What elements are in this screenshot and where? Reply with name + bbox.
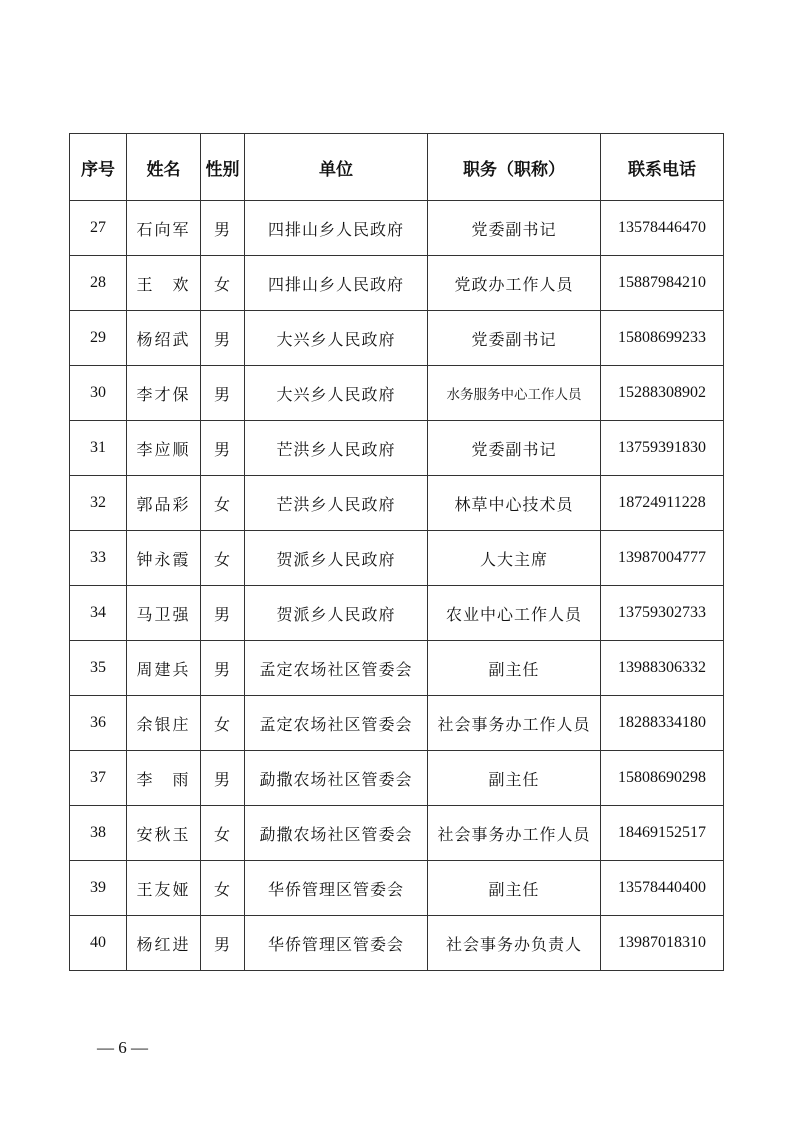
header-name: 姓名	[127, 134, 201, 201]
table-row	[70, 311, 724, 366]
cell-unit: 华侨管理区管委会	[245, 916, 428, 971]
cell-gender: 男	[201, 641, 245, 696]
cell-unit: 芒洪乡人民政府	[245, 476, 428, 531]
cell-phone: 13578446470	[601, 201, 724, 256]
cell-phone: 18724911228	[601, 476, 724, 531]
cell-unit: 勐撒农场社区管委会	[245, 806, 428, 861]
cell-name: 杨红进	[127, 916, 201, 971]
cell-gender: 男	[201, 201, 245, 256]
cell-phone: 15887984210	[601, 256, 724, 311]
table-row	[70, 586, 724, 641]
cell-phone: 13988306332	[601, 641, 724, 696]
cell-phone: 18288334180	[601, 696, 724, 751]
table-row	[70, 751, 724, 806]
contact-table	[69, 133, 724, 971]
cell-phone: 13987018310	[601, 916, 724, 971]
cell-position: 党政办工作人员	[428, 256, 601, 311]
cell-index: 28	[70, 256, 127, 311]
cell-phone: 18469152517	[601, 806, 724, 861]
cell-name: 李应顺	[127, 421, 201, 476]
cell-index: 31	[70, 421, 127, 476]
cell-name: 余银庄	[127, 696, 201, 751]
cell-name: 马卫强	[127, 586, 201, 641]
cell-gender: 男	[201, 586, 245, 641]
table-row	[70, 861, 724, 916]
cell-name: 石向军	[127, 201, 201, 256]
cell-gender: 女	[201, 806, 245, 861]
cell-gender: 女	[201, 476, 245, 531]
cell-name: 杨绍武	[127, 311, 201, 366]
cell-position: 副主任	[428, 641, 601, 696]
cell-index: 27	[70, 201, 127, 256]
cell-unit: 大兴乡人民政府	[245, 366, 428, 421]
cell-index: 35	[70, 641, 127, 696]
cell-gender: 男	[201, 311, 245, 366]
cell-index: 34	[70, 586, 127, 641]
cell-name: 郭品彩	[127, 476, 201, 531]
cell-name: 钟永霞	[127, 531, 201, 586]
cell-index: 39	[70, 861, 127, 916]
cell-position: 党委副书记	[428, 201, 601, 256]
cell-position: 党委副书记	[428, 311, 601, 366]
cell-position: 林草中心技术员	[428, 476, 601, 531]
table-row	[70, 366, 724, 421]
table-row	[70, 201, 724, 256]
table-header-row	[70, 134, 724, 201]
cell-position: 社会事务办负责人	[428, 916, 601, 971]
cell-phone: 13759391830	[601, 421, 724, 476]
cell-unit: 孟定农场社区管委会	[245, 641, 428, 696]
cell-phone: 13987004777	[601, 531, 724, 586]
cell-position: 农业中心工作人员	[428, 586, 601, 641]
cell-index: 37	[70, 751, 127, 806]
cell-unit: 孟定农场社区管委会	[245, 696, 428, 751]
cell-position: 社会事务办工作人员	[428, 696, 601, 751]
table-row	[70, 806, 724, 861]
cell-name: 王友娅	[127, 861, 201, 916]
header-unit: 单位	[245, 134, 428, 201]
header-position: 职务（职称）	[428, 134, 601, 201]
cell-unit: 芒洪乡人民政府	[245, 421, 428, 476]
cell-name: 周建兵	[127, 641, 201, 696]
cell-phone: 13759302733	[601, 586, 724, 641]
cell-name: 李 雨	[127, 751, 201, 806]
cell-index: 29	[70, 311, 127, 366]
header-gender: 性别	[201, 134, 245, 201]
cell-index: 30	[70, 366, 127, 421]
cell-position: 水务服务中心工作人员	[428, 366, 601, 421]
cell-gender: 男	[201, 751, 245, 806]
cell-position: 社会事务办工作人员	[428, 806, 601, 861]
cell-index: 36	[70, 696, 127, 751]
cell-phone: 13578440400	[601, 861, 724, 916]
table-row	[70, 696, 724, 751]
header-phone: 联系电话	[601, 134, 724, 201]
cell-unit: 勐撒农场社区管委会	[245, 751, 428, 806]
page-number: — 6 —	[97, 1038, 148, 1057]
cell-position: 副主任	[428, 861, 601, 916]
cell-phone: 15808699233	[601, 311, 724, 366]
cell-unit: 四排山乡人民政府	[245, 201, 428, 256]
cell-unit: 四排山乡人民政府	[245, 256, 428, 311]
table-row	[70, 421, 724, 476]
cell-name: 王 欢	[127, 256, 201, 311]
table-row	[70, 641, 724, 696]
cell-gender: 女	[201, 256, 245, 311]
cell-index: 32	[70, 476, 127, 531]
cell-position: 副主任	[428, 751, 601, 806]
cell-gender: 女	[201, 861, 245, 916]
table-row	[70, 916, 724, 971]
cell-phone: 15808690298	[601, 751, 724, 806]
cell-position: 党委副书记	[428, 421, 601, 476]
cell-unit: 华侨管理区管委会	[245, 861, 428, 916]
cell-phone: 15288308902	[601, 366, 724, 421]
cell-index: 38	[70, 806, 127, 861]
cell-index: 33	[70, 531, 127, 586]
table-row	[70, 476, 724, 531]
table-row	[70, 256, 724, 311]
cell-gender: 男	[201, 366, 245, 421]
table-body	[70, 201, 724, 971]
cell-gender: 女	[201, 531, 245, 586]
cell-gender: 女	[201, 696, 245, 751]
cell-unit: 贺派乡人民政府	[245, 586, 428, 641]
cell-gender: 男	[201, 916, 245, 971]
table-row	[70, 531, 724, 586]
cell-name: 李才保	[127, 366, 201, 421]
contact-table-wrapper	[69, 133, 724, 971]
header-index: 序号	[70, 134, 127, 201]
cell-index: 40	[70, 916, 127, 971]
cell-unit: 贺派乡人民政府	[245, 531, 428, 586]
cell-unit: 大兴乡人民政府	[245, 311, 428, 366]
cell-gender: 男	[201, 421, 245, 476]
cell-position: 人大主席	[428, 531, 601, 586]
cell-name: 安秋玉	[127, 806, 201, 861]
